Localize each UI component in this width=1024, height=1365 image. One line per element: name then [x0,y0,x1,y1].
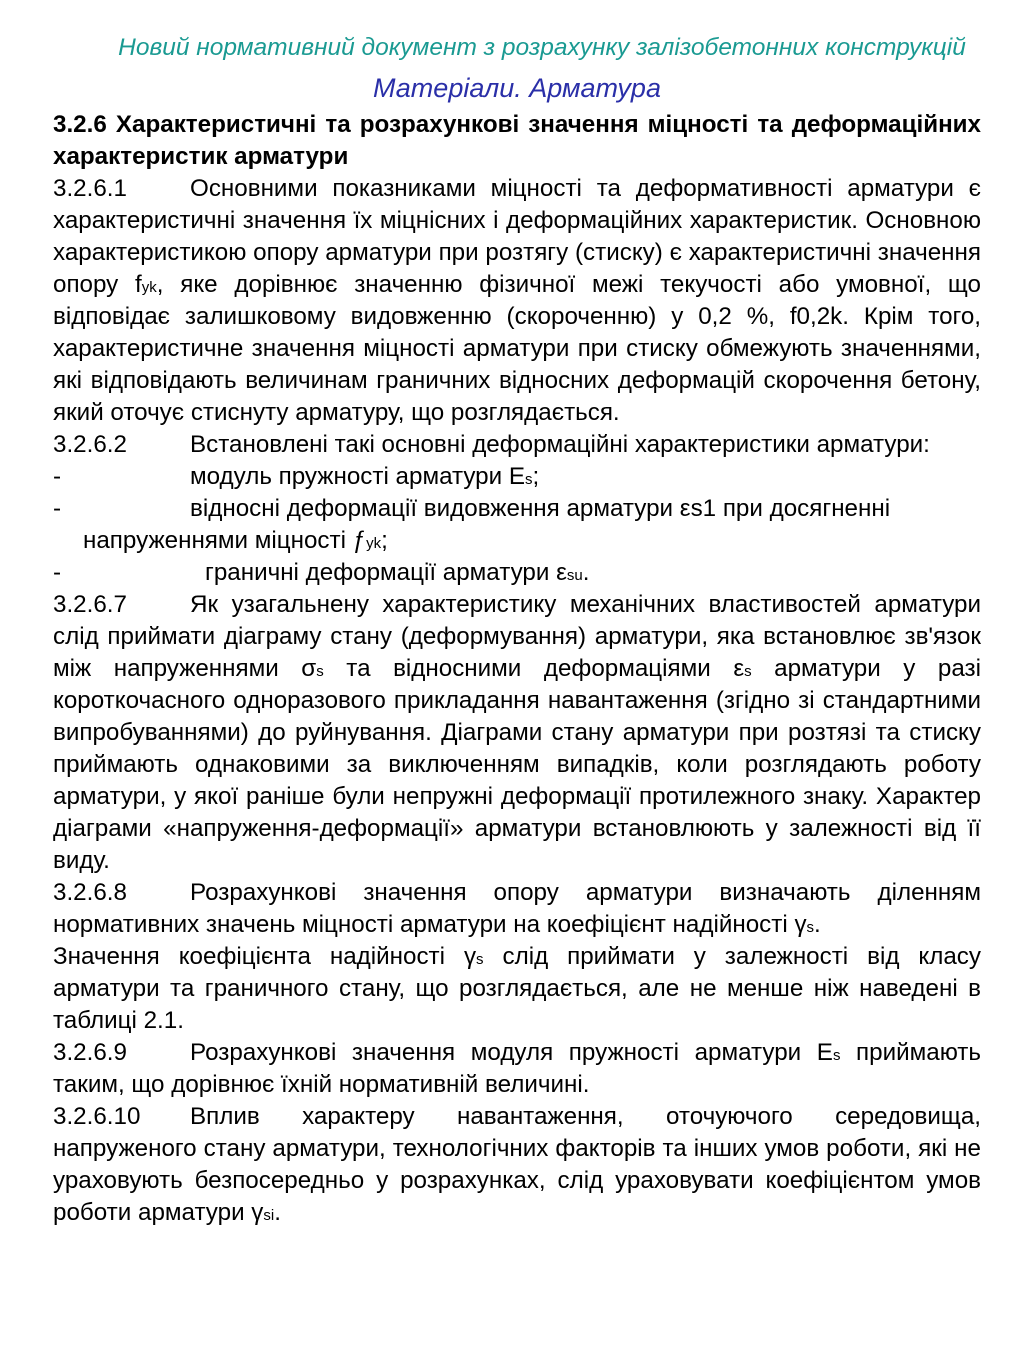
list-dash: - [53,559,62,586]
subscript: s [806,919,815,936]
clause-number: 3.2.6.7 [53,591,127,618]
list-item-end: . [582,559,590,586]
clause-text: арматури у разі короткочасного одноразового прикладання навантаження (згідно зі стандартними випробуваннями) до руйнування. Діаграми стану арматури при розтязі та стиску приймають однаковими за виключенням випадків, коли розглядають роботу арматури, у якої раніше були непружні деформації протилежного знаку. Характер діаграми «напруження-деформації» арматури встановлюють у залежності від її виду. [53,655,982,874]
list-item-text: відносні деформації видовження арматури εs1 при досягненні [190,495,891,522]
list-item [53,461,981,493]
clause-text: слід приймати у залежності від класу арматури та граничного стану, що розглядається, але не менше ніж наведені в таблиці 2.1. [53,943,981,1034]
subscript: yk [366,535,382,552]
list-item-end: ; [532,463,540,490]
document-body [53,109,981,1229]
clause-text: Розрахункові значення опору арматури визначають діленням нормативних значень міцності арматури на коефіцієнт надійності γ [53,879,981,938]
clause-text: приймають таким, що дорівнює їхній нормативній величині. [53,1039,981,1098]
paragraph-3-2-6-8 [53,877,981,941]
clause-text: . [814,911,821,938]
paragraph-3-2-6-7 [53,589,981,877]
clause-text: Як узагальнену характеристику механічних властивостей арматури слід приймати діаграму стану (деформування) арматури, яка встановлює зв'язок між напруженнями σ [53,591,981,682]
clause-text: Розрахункові значення модуля пружності арматури E [190,1039,833,1066]
clause-text: та відносними деформаціями ε [323,655,745,682]
subscript: s [476,951,484,968]
subscript: s [832,1047,841,1064]
paragraph-3-2-6-9 [53,1037,981,1101]
subscript: s [744,663,752,680]
subscript: si [263,1207,275,1224]
document-title: Матеріали. Арматура [373,73,661,103]
clause-number: 3.2.6.8 [53,879,127,906]
clause-number: 3.2.6.1 [53,175,127,202]
clause-number: 3.2.6.2 [53,431,127,458]
section-heading: 3.2.6 Характеристичні та розрахункові значення міцності та деформаційних характеристик арматури [53,111,981,170]
clause-number: 3.2.6.9 [53,1039,127,1066]
list-item-text: напруженнями міцності ƒ [83,527,367,554]
list-item [53,557,981,589]
paragraph-3-2-6-10 [53,1101,981,1229]
clause-text: Значення коефіцієнта надійності γ [53,943,477,970]
subscript: su [566,567,583,584]
subscript: yk [141,279,157,296]
clause-text: , яке дорівнює значенню фізичної межі текучості або умовної, що відповідає залишковому видовженню (скороченню) у 0,2 %, f0,2k. Крім того, характеристичне значення міцності арматури при стиску обмежують значеннями, які відповідають величинам граничних відносних деформацій скорочення бетону, який оточує стиснуту арматуру, що розглядається. [53,271,981,426]
subscript: s [525,471,533,488]
list-item-end: ; [381,527,388,554]
paragraph-3-2-6-2 [53,429,981,461]
list-item-text: граничні деформації арматури ε [205,559,567,586]
clause-text: . [274,1199,281,1226]
list-item-text: модуль пружності арматури E [190,463,525,490]
list-dash: - [53,495,62,522]
clause-number: 3.2.6.10 [53,1103,141,1130]
paragraph-reliability-coefficient [53,941,981,1037]
clause-text: Основними показниками міцності та деформативності арматури є характеристичні значення їх міцнісних і деформаційних характеристик. Основною характеристикою опору арматури при розтягу (стиску) є характеристичні значення опору f [53,175,981,298]
clause-text: Встановлені такі основні деформаційні характеристики арматури: [190,431,930,458]
list-item [53,493,981,525]
list-dash: - [53,463,62,490]
clause-text: Вплив характеру навантаження, оточуючого середовища, напруженого стану арматури, технологічних факторів та інших умов роботи, які не ураховують безпосередньо у розрахунках, слід ураховувати коефіцієнтом умов роботи арматури γ [53,1103,981,1226]
document-subtitle: Новий нормативний документ з розрахунку залізобетонних конструкцій [118,34,966,61]
subscript: s [316,663,324,680]
paragraph-3-2-6-1 [53,173,981,429]
list-item-continuation [53,525,981,557]
